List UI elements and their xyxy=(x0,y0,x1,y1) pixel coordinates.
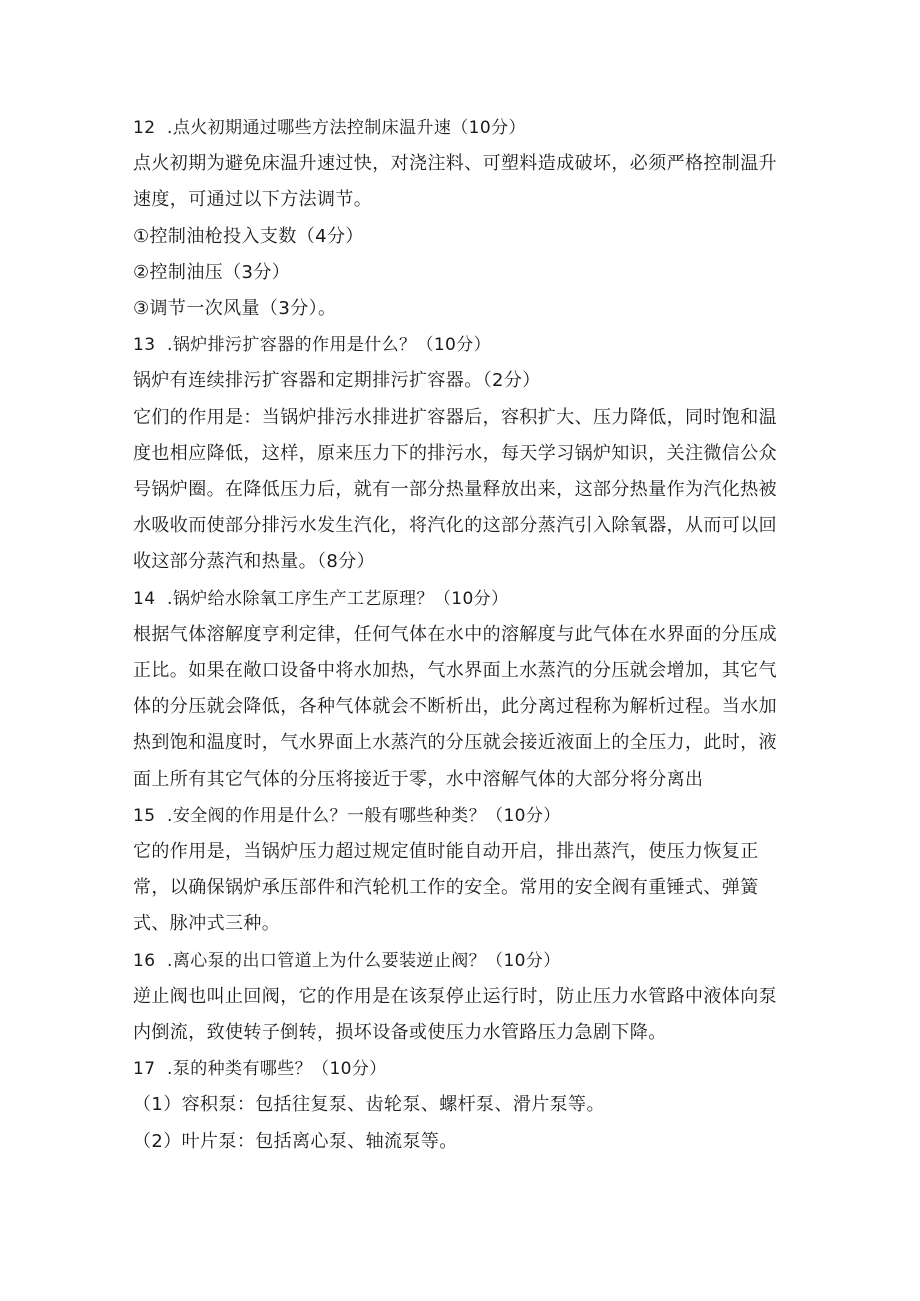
answer-12-line-2: 速度，可通过以下方法调节。 xyxy=(133,189,373,211)
answer-15-line-1: 它的作用是，当锅炉压力超过规定值时能自动开启，排出蒸汽，使压力恢复正 xyxy=(133,841,759,863)
answer-16-line-1: 逆止阀也叫止回阀，它的作用是在该泵停止运行时，防止压力水管路中液体向泵 xyxy=(133,985,777,1007)
answer-12-item-3: ③调节一次风量（3分）。 xyxy=(133,298,337,320)
answer-12-line-1: 点火初期为避免床温升速过快，对浇注料、可塑料造成破坏，必须严格控制温升 xyxy=(133,153,777,175)
question-15-title: 15 .安全阀的作用是什么？一般有哪些种类？（10分） xyxy=(133,805,561,826)
answer-15-line-2: 常，以确保锅炉承压部件和汽轮机工作的安全。常用的安全阀有重锤式、弹簧 xyxy=(133,877,759,899)
answer-14-line-4: 热到饱和温度时，气水界面上水蒸汽的分压就会接近液面上的全压力，此时，液 xyxy=(133,732,777,754)
question-14-title: 14 .锅炉给水除氧工序生产工艺原理？（10分） xyxy=(133,588,509,609)
answer-17-item-1: （1）容积泵：包括往复泵、齿轮泵、螺杆泵、滑片泵等。 xyxy=(133,1094,605,1116)
answer-12-item-1: ①控制油枪投入支数（4分） xyxy=(133,225,364,247)
answer-14-line-5: 面上所有其它气体的分压将接近于零，水中溶解气体的大部分将分离出 xyxy=(133,768,704,790)
answer-14-line-3: 体的分压就会降低，各种气体就会不断析出，此分离过程称为解析过程。当水加 xyxy=(133,696,777,718)
question-13-title: 13 .锅炉排污扩容器的作用是什么？（10分） xyxy=(133,335,492,356)
answer-13-line-1: 锅炉有连续排污扩容器和定期排污扩容器。（2分） xyxy=(133,370,541,392)
answer-15-line-3: 式、脉冲式三种。 xyxy=(133,913,281,935)
question-12-title: 12 .点火初期通过哪些方法控制床温升速（10分） xyxy=(133,118,526,138)
answer-17-item-2: （2）叶片泵：包括离心泵、轴流泵等。 xyxy=(133,1130,458,1152)
answer-13-line-2: 它们的作用是：当锅炉排污水排进扩容器后，容积扩大、压力降低，同时饱和温 xyxy=(133,406,777,428)
answer-16-line-2: 内倒流，致使转子倒转，损坏设备或使压力水管路压力急剧下降。 xyxy=(133,1022,667,1044)
answer-14-line-2: 正比。如果在敞口设备中将水加热，气水界面上水蒸汽的分压就会增加，其它气 xyxy=(133,660,777,682)
answer-12-item-2: ②控制油压（3分） xyxy=(133,261,291,283)
answer-13-line-5: 水吸收而使部分排污水发生汽化，将汽化的这部分蒸汽引入除氧器，从而可以回 xyxy=(133,515,777,537)
answer-13-line-3: 度也相应降低，这样，原来压力下的排污水，每天学习锅炉知识，关注微信公众 xyxy=(133,442,777,464)
question-17-title: 17 .泵的种类有哪些？（10分） xyxy=(133,1059,387,1080)
answer-14-line-1: 根据气体溶解度亨利定律，任何气体在水中的溶解度与此气体在水界面的分压成 xyxy=(133,623,777,645)
answer-13-line-6: 收这部分蒸汽和热量。（8分） xyxy=(133,551,376,573)
document-page xyxy=(133,110,793,1160)
question-16-title: 16 .离心泵的出口管道上为什么要装逆止阀？（10分） xyxy=(133,950,561,971)
answer-13-line-4: 号锅炉圈。在降低压力后，就有一部分热量释放出来，这部分热量作为汽化热被 xyxy=(133,479,777,501)
